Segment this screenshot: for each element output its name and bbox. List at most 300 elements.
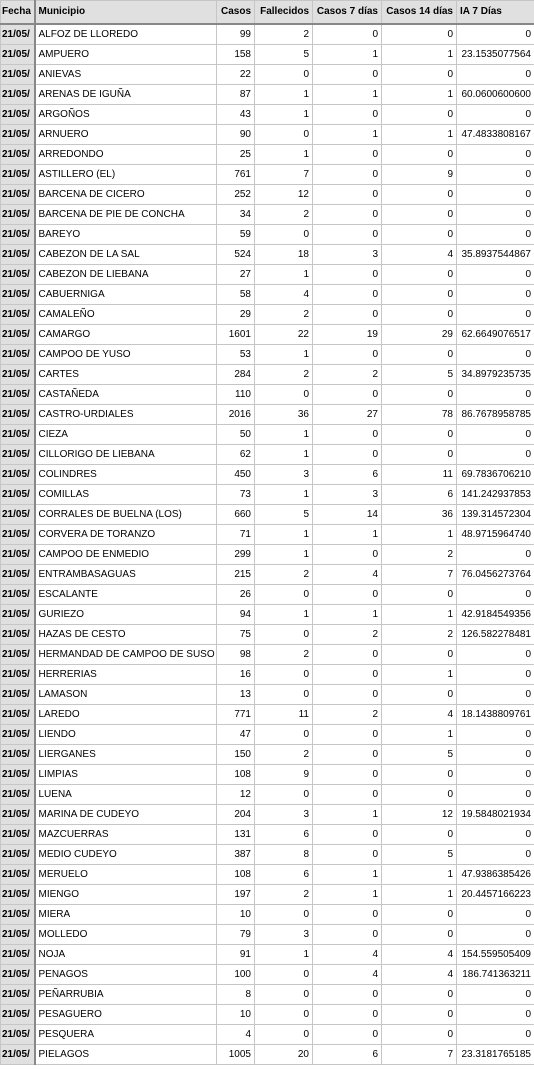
fallecidos-cell[interactable]: 4 — [255, 285, 313, 305]
fecha-cell[interactable]: 21/05/ — [1, 865, 35, 885]
casos-cell[interactable]: 299 — [217, 545, 255, 565]
casos-7-dias-cell[interactable]: 0 — [313, 825, 382, 845]
casos-cell[interactable]: 62 — [217, 445, 255, 465]
fallecidos-cell[interactable]: 2 — [255, 645, 313, 665]
ia-7-dias-cell[interactable]: 0 — [457, 985, 534, 1005]
casos-cell[interactable]: 50 — [217, 425, 255, 445]
ia-7-dias-cell[interactable]: 69.7836706210 — [457, 465, 534, 485]
municipio-cell[interactable]: PESAGUERO — [35, 1005, 217, 1025]
fallecidos-cell[interactable]: 5 — [255, 45, 313, 65]
casos-cell[interactable]: 91 — [217, 945, 255, 965]
casos-7-dias-cell[interactable]: 2 — [313, 365, 382, 385]
ia-7-dias-cell[interactable]: 0 — [457, 645, 534, 665]
casos-14-dias-cell[interactable]: 0 — [382, 785, 457, 805]
fecha-cell[interactable]: 21/05/ — [1, 585, 35, 605]
ia-7-dias-cell[interactable]: 48.9715964740 — [457, 525, 534, 545]
casos-14-dias-cell[interactable]: 4 — [382, 945, 457, 965]
fecha-cell[interactable]: 21/05/ — [1, 205, 35, 225]
fecha-cell[interactable]: 21/05/ — [1, 345, 35, 365]
municipio-cell[interactable]: ESCALANTE — [35, 585, 217, 605]
fecha-cell[interactable]: 21/05/ — [1, 125, 35, 145]
ia-7-dias-cell[interactable]: 0 — [457, 785, 534, 805]
casos-14-dias-cell[interactable]: 1 — [382, 885, 457, 905]
fallecidos-cell[interactable]: 1 — [255, 145, 313, 165]
casos-cell[interactable]: 2016 — [217, 405, 255, 425]
ia-7-dias-cell[interactable]: 76.0456273764 — [457, 565, 534, 585]
casos-cell[interactable]: 524 — [217, 245, 255, 265]
municipio-cell[interactable]: HERMANDAD DE CAMPOO DE SUSO — [35, 645, 217, 665]
municipio-cell[interactable]: LUENA — [35, 785, 217, 805]
ia-7-dias-cell[interactable]: 141.242937853 — [457, 485, 534, 505]
casos-14-dias-cell[interactable]: 0 — [382, 425, 457, 445]
municipio-cell[interactable]: BARCENA DE PIE DE CONCHA — [35, 205, 217, 225]
fecha-cell[interactable]: 21/05/ — [1, 705, 35, 725]
municipio-cell[interactable]: CABEZON DE LA SAL — [35, 245, 217, 265]
casos-7-dias-cell[interactable]: 1 — [313, 865, 382, 885]
fallecidos-cell[interactable]: 0 — [255, 985, 313, 1005]
fecha-cell[interactable]: 21/05/ — [1, 925, 35, 945]
casos-7-dias-cell[interactable]: 2 — [313, 705, 382, 725]
municipio-cell[interactable]: CASTAÑEDA — [35, 385, 217, 405]
casos-14-dias-cell[interactable]: 0 — [382, 285, 457, 305]
fecha-cell[interactable]: 21/05/ — [1, 265, 35, 285]
casos-cell[interactable]: 26 — [217, 585, 255, 605]
casos-cell[interactable]: 90 — [217, 125, 255, 145]
ia-7-dias-cell[interactable]: 0 — [457, 65, 534, 85]
municipio-cell[interactable]: ARREDONDO — [35, 145, 217, 165]
column-header-municipio[interactable]: Municipio — [35, 1, 217, 25]
ia-7-dias-cell[interactable]: 126.582278481 — [457, 625, 534, 645]
fallecidos-cell[interactable]: 0 — [255, 1005, 313, 1025]
fecha-cell[interactable]: 21/05/ — [1, 785, 35, 805]
fallecidos-cell[interactable]: 0 — [255, 225, 313, 245]
ia-7-dias-cell[interactable]: 154.559505409 — [457, 945, 534, 965]
fecha-cell[interactable]: 21/05/ — [1, 565, 35, 585]
ia-7-dias-cell[interactable]: 0 — [457, 925, 534, 945]
casos-14-dias-cell[interactable]: 0 — [382, 105, 457, 125]
fecha-cell[interactable]: 21/05/ — [1, 505, 35, 525]
casos-7-dias-cell[interactable]: 0 — [313, 345, 382, 365]
municipio-cell[interactable]: CABEZON DE LIEBANA — [35, 265, 217, 285]
fallecidos-cell[interactable]: 2 — [255, 885, 313, 905]
casos-14-dias-cell[interactable]: 1 — [382, 85, 457, 105]
fallecidos-cell[interactable]: 0 — [255, 1025, 313, 1045]
casos-7-dias-cell[interactable]: 1 — [313, 45, 382, 65]
casos-cell[interactable]: 22 — [217, 65, 255, 85]
column-header-fecha[interactable]: Fecha — [1, 1, 35, 25]
fallecidos-cell[interactable]: 0 — [255, 385, 313, 405]
fecha-cell[interactable]: 21/05/ — [1, 45, 35, 65]
fallecidos-cell[interactable]: 5 — [255, 505, 313, 525]
fallecidos-cell[interactable]: 6 — [255, 825, 313, 845]
fecha-cell[interactable]: 21/05/ — [1, 645, 35, 665]
fecha-cell[interactable]: 21/05/ — [1, 625, 35, 645]
casos-14-dias-cell[interactable]: 2 — [382, 625, 457, 645]
casos-7-dias-cell[interactable]: 2 — [313, 625, 382, 645]
casos-14-dias-cell[interactable]: 11 — [382, 465, 457, 485]
casos-7-dias-cell[interactable]: 3 — [313, 485, 382, 505]
fecha-cell[interactable]: 21/05/ — [1, 65, 35, 85]
fallecidos-cell[interactable]: 0 — [255, 125, 313, 145]
ia-7-dias-cell[interactable]: 0 — [457, 24, 534, 45]
ia-7-dias-cell[interactable]: 47.4833808167 — [457, 125, 534, 145]
casos-14-dias-cell[interactable]: 0 — [382, 185, 457, 205]
casos-14-dias-cell[interactable]: 1 — [382, 725, 457, 745]
ia-7-dias-cell[interactable]: 47.9386385426 — [457, 865, 534, 885]
column-header-ia-7-dias[interactable]: IA 7 Días — [457, 1, 534, 25]
casos-14-dias-cell[interactable]: 5 — [382, 365, 457, 385]
fecha-cell[interactable]: 21/05/ — [1, 465, 35, 485]
fallecidos-cell[interactable]: 6 — [255, 865, 313, 885]
casos-14-dias-cell[interactable]: 0 — [382, 265, 457, 285]
fallecidos-cell[interactable]: 3 — [255, 465, 313, 485]
casos-7-dias-cell[interactable]: 0 — [313, 105, 382, 125]
fecha-cell[interactable]: 21/05/ — [1, 885, 35, 905]
casos-cell[interactable]: 771 — [217, 705, 255, 725]
municipio-cell[interactable]: AMPUERO — [35, 45, 217, 65]
municipio-cell[interactable]: PESQUERA — [35, 1025, 217, 1045]
fallecidos-cell[interactable]: 1 — [255, 525, 313, 545]
ia-7-dias-cell[interactable]: 62.6649076517 — [457, 325, 534, 345]
fecha-cell[interactable]: 21/05/ — [1, 85, 35, 105]
casos-14-dias-cell[interactable]: 1 — [382, 865, 457, 885]
municipio-cell[interactable]: LIMPIAS — [35, 765, 217, 785]
casos-7-dias-cell[interactable]: 0 — [313, 745, 382, 765]
fallecidos-cell[interactable]: 0 — [255, 905, 313, 925]
casos-14-dias-cell[interactable]: 9 — [382, 165, 457, 185]
municipio-cell[interactable]: CORRALES DE BUELNA (LOS) — [35, 505, 217, 525]
casos-7-dias-cell[interactable]: 0 — [313, 585, 382, 605]
fecha-cell[interactable]: 21/05/ — [1, 425, 35, 445]
casos-14-dias-cell[interactable]: 12 — [382, 805, 457, 825]
municipio-cell[interactable]: CILLORIGO DE LIEBANA — [35, 445, 217, 465]
fallecidos-cell[interactable]: 0 — [255, 665, 313, 685]
casos-14-dias-cell[interactable]: 2 — [382, 545, 457, 565]
ia-7-dias-cell[interactable]: 35.8937544867 — [457, 245, 534, 265]
casos-14-dias-cell[interactable]: 0 — [382, 24, 457, 45]
casos-cell[interactable]: 108 — [217, 865, 255, 885]
fecha-cell[interactable]: 21/05/ — [1, 545, 35, 565]
casos-7-dias-cell[interactable]: 4 — [313, 565, 382, 585]
casos-14-dias-cell[interactable]: 0 — [382, 905, 457, 925]
municipio-cell[interactable]: BAREYO — [35, 225, 217, 245]
casos-cell[interactable]: 71 — [217, 525, 255, 545]
municipio-cell[interactable]: MIERA — [35, 905, 217, 925]
casos-cell[interactable]: 12 — [217, 785, 255, 805]
casos-cell[interactable]: 94 — [217, 605, 255, 625]
ia-7-dias-cell[interactable]: 0 — [457, 185, 534, 205]
ia-7-dias-cell[interactable]: 20.4457166223 — [457, 885, 534, 905]
municipio-cell[interactable]: CAMALEÑO — [35, 305, 217, 325]
casos-7-dias-cell[interactable]: 6 — [313, 1045, 382, 1065]
municipio-cell[interactable]: LAMASON — [35, 685, 217, 705]
fecha-cell[interactable]: 21/05/ — [1, 445, 35, 465]
casos-7-dias-cell[interactable]: 0 — [313, 665, 382, 685]
casos-cell[interactable]: 98 — [217, 645, 255, 665]
municipio-cell[interactable]: GURIEZO — [35, 605, 217, 625]
casos-7-dias-cell[interactable]: 14 — [313, 505, 382, 525]
ia-7-dias-cell[interactable]: 0 — [457, 745, 534, 765]
casos-cell[interactable]: 79 — [217, 925, 255, 945]
municipio-cell[interactable]: MIENGO — [35, 885, 217, 905]
ia-7-dias-cell[interactable]: 0 — [457, 825, 534, 845]
casos-14-dias-cell[interactable]: 0 — [382, 925, 457, 945]
municipio-cell[interactable]: CARTES — [35, 365, 217, 385]
fecha-cell[interactable]: 21/05/ — [1, 245, 35, 265]
ia-7-dias-cell[interactable]: 60.0600600600 — [457, 85, 534, 105]
casos-7-dias-cell[interactable]: 0 — [313, 445, 382, 465]
municipio-cell[interactable]: MAZCUERRAS — [35, 825, 217, 845]
fecha-cell[interactable]: 21/05/ — [1, 145, 35, 165]
fecha-cell[interactable]: 21/05/ — [1, 525, 35, 545]
ia-7-dias-cell[interactable]: 0 — [457, 685, 534, 705]
municipio-cell[interactable]: ALFOZ DE LLOREDO — [35, 24, 217, 45]
casos-cell[interactable]: 59 — [217, 225, 255, 245]
municipio-cell[interactable]: PEÑARRUBIA — [35, 985, 217, 1005]
ia-7-dias-cell[interactable]: 0 — [457, 425, 534, 445]
municipio-cell[interactable]: ASTILLERO (EL) — [35, 165, 217, 185]
casos-7-dias-cell[interactable]: 0 — [313, 65, 382, 85]
ia-7-dias-cell[interactable]: 18.1438809761 — [457, 705, 534, 725]
ia-7-dias-cell[interactable]: 34.8979235735 — [457, 365, 534, 385]
casos-14-dias-cell[interactable]: 0 — [382, 985, 457, 1005]
fallecidos-cell[interactable]: 1 — [255, 945, 313, 965]
ia-7-dias-cell[interactable]: 19.5848021934 — [457, 805, 534, 825]
fecha-cell[interactable]: 21/05/ — [1, 745, 35, 765]
ia-7-dias-cell[interactable]: 0 — [457, 105, 534, 125]
casos-cell[interactable]: 27 — [217, 265, 255, 285]
casos-7-dias-cell[interactable]: 0 — [313, 905, 382, 925]
casos-cell[interactable]: 75 — [217, 625, 255, 645]
ia-7-dias-cell[interactable]: 23.1535077564 — [457, 45, 534, 65]
ia-7-dias-cell[interactable]: 0 — [457, 285, 534, 305]
fecha-cell[interactable]: 21/05/ — [1, 965, 35, 985]
casos-14-dias-cell[interactable]: 0 — [382, 345, 457, 365]
fallecidos-cell[interactable]: 0 — [255, 685, 313, 705]
casos-14-dias-cell[interactable]: 1 — [382, 665, 457, 685]
casos-7-dias-cell[interactable]: 0 — [313, 165, 382, 185]
casos-7-dias-cell[interactable]: 3 — [313, 245, 382, 265]
casos-cell[interactable]: 29 — [217, 305, 255, 325]
casos-14-dias-cell[interactable]: 4 — [382, 965, 457, 985]
fecha-cell[interactable]: 21/05/ — [1, 405, 35, 425]
fecha-cell[interactable]: 21/05/ — [1, 325, 35, 345]
fallecidos-cell[interactable]: 2 — [255, 24, 313, 45]
column-header-casos-14-dias[interactable]: Casos 14 días — [382, 1, 457, 25]
casos-7-dias-cell[interactable]: 0 — [313, 205, 382, 225]
fallecidos-cell[interactable]: 22 — [255, 325, 313, 345]
ia-7-dias-cell[interactable]: 0 — [457, 1025, 534, 1045]
fallecidos-cell[interactable]: 0 — [255, 785, 313, 805]
ia-7-dias-cell[interactable]: 23.3181765185 — [457, 1045, 534, 1065]
casos-cell[interactable]: 73 — [217, 485, 255, 505]
fallecidos-cell[interactable]: 2 — [255, 565, 313, 585]
fallecidos-cell[interactable]: 1 — [255, 445, 313, 465]
casos-cell[interactable]: 53 — [217, 345, 255, 365]
fallecidos-cell[interactable]: 3 — [255, 805, 313, 825]
municipio-cell[interactable]: ENTRAMBASAGUAS — [35, 565, 217, 585]
ia-7-dias-cell[interactable]: 0 — [457, 165, 534, 185]
municipio-cell[interactable]: CASTRO-URDIALES — [35, 405, 217, 425]
ia-7-dias-cell[interactable]: 186.741363211 — [457, 965, 534, 985]
municipio-cell[interactable]: LIERGANES — [35, 745, 217, 765]
ia-7-dias-cell[interactable]: 0 — [457, 585, 534, 605]
municipio-cell[interactable]: CAMPOO DE YUSO — [35, 345, 217, 365]
ia-7-dias-cell[interactable]: 0 — [457, 665, 534, 685]
municipio-cell[interactable]: MARINA DE CUDEYO — [35, 805, 217, 825]
fallecidos-cell[interactable]: 8 — [255, 845, 313, 865]
fecha-cell[interactable]: 21/05/ — [1, 1025, 35, 1045]
casos-14-dias-cell[interactable]: 0 — [382, 645, 457, 665]
fallecidos-cell[interactable]: 3 — [255, 925, 313, 945]
casos-7-dias-cell[interactable]: 0 — [313, 725, 382, 745]
casos-7-dias-cell[interactable]: 1 — [313, 885, 382, 905]
municipio-cell[interactable]: LAREDO — [35, 705, 217, 725]
fallecidos-cell[interactable]: 1 — [255, 265, 313, 285]
casos-cell[interactable]: 10 — [217, 1005, 255, 1025]
municipio-cell[interactable]: ARNUERO — [35, 125, 217, 145]
fecha-cell[interactable]: 21/05/ — [1, 765, 35, 785]
casos-cell[interactable]: 10 — [217, 905, 255, 925]
casos-7-dias-cell[interactable]: 0 — [313, 845, 382, 865]
column-header-casos[interactable]: Casos — [217, 1, 255, 25]
casos-cell[interactable]: 284 — [217, 365, 255, 385]
casos-cell[interactable]: 25 — [217, 145, 255, 165]
fallecidos-cell[interactable]: 7 — [255, 165, 313, 185]
casos-7-dias-cell[interactable]: 0 — [313, 765, 382, 785]
casos-7-dias-cell[interactable]: 0 — [313, 645, 382, 665]
casos-7-dias-cell[interactable]: 0 — [313, 24, 382, 45]
casos-7-dias-cell[interactable]: 0 — [313, 385, 382, 405]
casos-14-dias-cell[interactable]: 6 — [382, 485, 457, 505]
municipio-cell[interactable]: CAMARGO — [35, 325, 217, 345]
ia-7-dias-cell[interactable]: 0 — [457, 445, 534, 465]
fecha-cell[interactable]: 21/05/ — [1, 305, 35, 325]
fallecidos-cell[interactable]: 12 — [255, 185, 313, 205]
fallecidos-cell[interactable]: 1 — [255, 485, 313, 505]
casos-14-dias-cell[interactable]: 29 — [382, 325, 457, 345]
fecha-cell[interactable]: 21/05/ — [1, 905, 35, 925]
casos-cell[interactable]: 47 — [217, 725, 255, 745]
casos-cell[interactable]: 387 — [217, 845, 255, 865]
municipio-cell[interactable]: MOLLEDO — [35, 925, 217, 945]
casos-cell[interactable]: 761 — [217, 165, 255, 185]
casos-cell[interactable]: 252 — [217, 185, 255, 205]
fecha-cell[interactable]: 21/05/ — [1, 165, 35, 185]
casos-7-dias-cell[interactable]: 0 — [313, 225, 382, 245]
casos-14-dias-cell[interactable]: 0 — [382, 145, 457, 165]
casos-14-dias-cell[interactable]: 0 — [382, 825, 457, 845]
casos-cell[interactable]: 204 — [217, 805, 255, 825]
casos-14-dias-cell[interactable]: 0 — [382, 205, 457, 225]
ia-7-dias-cell[interactable]: 0 — [457, 905, 534, 925]
fallecidos-cell[interactable]: 11 — [255, 705, 313, 725]
column-header-fallecidos[interactable]: Fallecidos — [255, 1, 313, 25]
casos-14-dias-cell[interactable]: 0 — [382, 585, 457, 605]
casos-7-dias-cell[interactable]: 1 — [313, 85, 382, 105]
casos-14-dias-cell[interactable]: 0 — [382, 225, 457, 245]
fallecidos-cell[interactable]: 1 — [255, 85, 313, 105]
casos-cell[interactable]: 197 — [217, 885, 255, 905]
fecha-cell[interactable]: 21/05/ — [1, 805, 35, 825]
casos-14-dias-cell[interactable]: 1 — [382, 45, 457, 65]
municipio-cell[interactable]: LIENDO — [35, 725, 217, 745]
casos-cell[interactable]: 215 — [217, 565, 255, 585]
casos-7-dias-cell[interactable]: 0 — [313, 925, 382, 945]
fecha-cell[interactable]: 21/05/ — [1, 24, 35, 45]
municipio-cell[interactable]: HAZAS DE CESTO — [35, 625, 217, 645]
casos-cell[interactable]: 1601 — [217, 325, 255, 345]
municipio-cell[interactable]: CIEZA — [35, 425, 217, 445]
casos-7-dias-cell[interactable]: 0 — [313, 785, 382, 805]
casos-cell[interactable]: 8 — [217, 985, 255, 1005]
municipio-cell[interactable]: BARCENA DE CICERO — [35, 185, 217, 205]
casos-14-dias-cell[interactable]: 0 — [382, 385, 457, 405]
casos-14-dias-cell[interactable]: 0 — [382, 1025, 457, 1045]
casos-14-dias-cell[interactable]: 1 — [382, 605, 457, 625]
casos-7-dias-cell[interactable]: 1 — [313, 605, 382, 625]
casos-14-dias-cell[interactable]: 4 — [382, 705, 457, 725]
ia-7-dias-cell[interactable]: 0 — [457, 225, 534, 245]
fallecidos-cell[interactable]: 0 — [255, 585, 313, 605]
ia-7-dias-cell[interactable]: 0 — [457, 145, 534, 165]
municipio-cell[interactable]: MEDIO CUDEYO — [35, 845, 217, 865]
casos-7-dias-cell[interactable]: 19 — [313, 325, 382, 345]
ia-7-dias-cell[interactable]: 42.9184549356 — [457, 605, 534, 625]
casos-7-dias-cell[interactable]: 0 — [313, 985, 382, 1005]
fecha-cell[interactable]: 21/05/ — [1, 605, 35, 625]
casos-14-dias-cell[interactable]: 78 — [382, 405, 457, 425]
casos-14-dias-cell[interactable]: 5 — [382, 745, 457, 765]
casos-7-dias-cell[interactable]: 0 — [313, 1005, 382, 1025]
ia-7-dias-cell[interactable]: 0 — [457, 345, 534, 365]
casos-14-dias-cell[interactable]: 0 — [382, 445, 457, 465]
fecha-cell[interactable]: 21/05/ — [1, 845, 35, 865]
fallecidos-cell[interactable]: 36 — [255, 405, 313, 425]
casos-cell[interactable]: 1005 — [217, 1045, 255, 1065]
fallecidos-cell[interactable]: 0 — [255, 965, 313, 985]
casos-cell[interactable]: 660 — [217, 505, 255, 525]
fallecidos-cell[interactable]: 1 — [255, 425, 313, 445]
ia-7-dias-cell[interactable]: 0 — [457, 765, 534, 785]
casos-14-dias-cell[interactable]: 7 — [382, 565, 457, 585]
fecha-cell[interactable]: 21/05/ — [1, 985, 35, 1005]
ia-7-dias-cell[interactable]: 0 — [457, 1005, 534, 1025]
fallecidos-cell[interactable]: 20 — [255, 1045, 313, 1065]
municipio-cell[interactable]: ARENAS DE IGUÑA — [35, 85, 217, 105]
casos-7-dias-cell[interactable]: 4 — [313, 965, 382, 985]
casos-cell[interactable]: 131 — [217, 825, 255, 845]
casos-cell[interactable]: 150 — [217, 745, 255, 765]
ia-7-dias-cell[interactable]: 0 — [457, 305, 534, 325]
municipio-cell[interactable]: COLINDRES — [35, 465, 217, 485]
casos-14-dias-cell[interactable]: 0 — [382, 685, 457, 705]
ia-7-dias-cell[interactable]: 0 — [457, 845, 534, 865]
casos-7-dias-cell[interactable]: 0 — [313, 145, 382, 165]
fallecidos-cell[interactable]: 2 — [255, 745, 313, 765]
casos-7-dias-cell[interactable]: 0 — [313, 685, 382, 705]
fecha-cell[interactable]: 21/05/ — [1, 185, 35, 205]
fallecidos-cell[interactable]: 18 — [255, 245, 313, 265]
municipio-cell[interactable]: CABUERNIGA — [35, 285, 217, 305]
fecha-cell[interactable]: 21/05/ — [1, 945, 35, 965]
casos-14-dias-cell[interactable]: 7 — [382, 1045, 457, 1065]
ia-7-dias-cell[interactable]: 0 — [457, 385, 534, 405]
municipio-cell[interactable]: ARGOÑOS — [35, 105, 217, 125]
casos-cell[interactable]: 100 — [217, 965, 255, 985]
casos-7-dias-cell[interactable]: 4 — [313, 945, 382, 965]
ia-7-dias-cell[interactable]: 0 — [457, 265, 534, 285]
